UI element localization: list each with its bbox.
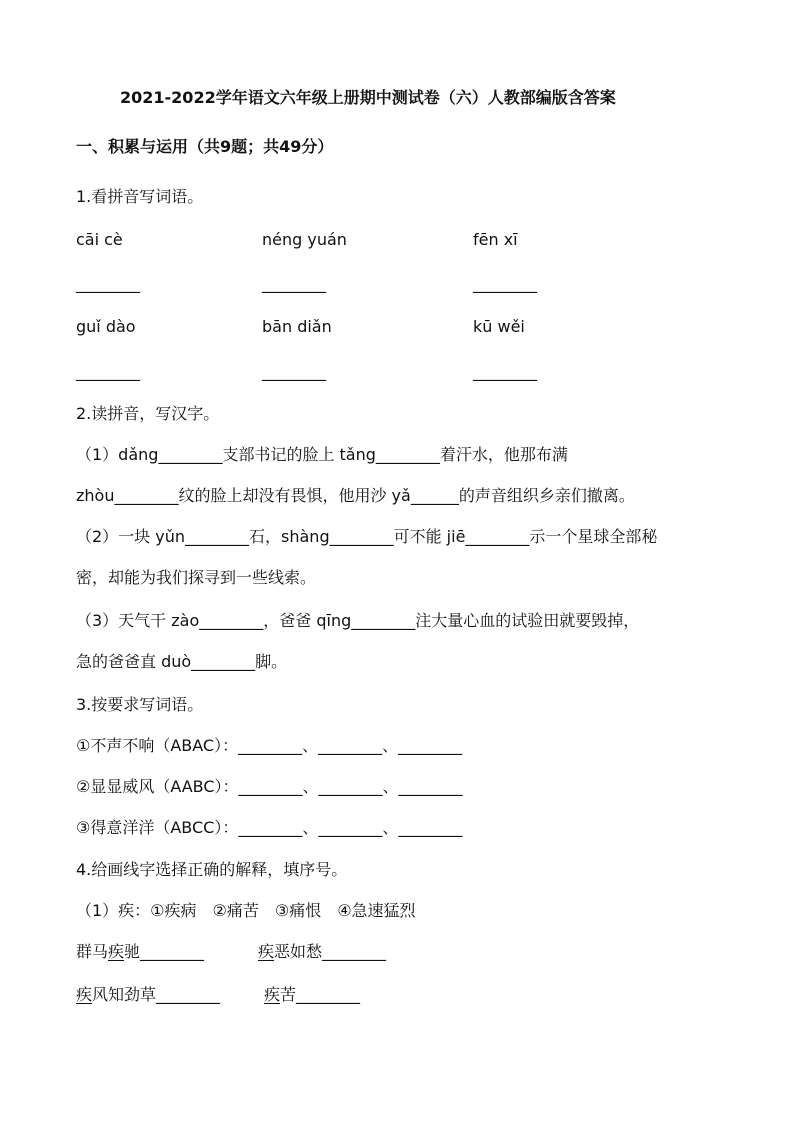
q4-item [76, 985, 220, 1005]
pinyin-2: néng yuán [262, 230, 347, 249]
q4-prompt: 4.给画线字选择正确的解释，填序号。 [76, 860, 348, 879]
item-post: 风知劲草________ [92, 985, 221, 1004]
underlined-char: 疾 [108, 942, 125, 961]
q4-options: （1）疾：①疾病 ②痛苦 ③痛恨 ④急速猛烈 [76, 901, 416, 920]
answer-blank[interactable]: ________ [262, 274, 326, 293]
q4-item [264, 985, 360, 1005]
q2-line: 急的爸爸直 duò________脚。 [76, 652, 288, 671]
q2-line: 密，却能为我们探寻到一些线索。 [76, 568, 317, 587]
doc-title: 2021-2022学年语文六年级上册期中测试卷（六）人教部编版含答案 [120, 88, 616, 107]
underlined-char: 疾 [258, 942, 275, 961]
answer-blank[interactable]: ________ [76, 362, 140, 381]
pinyin-6: kū wěi [473, 317, 525, 336]
answer-blank[interactable]: ________ [262, 362, 326, 381]
item-post: 苦________ [280, 985, 361, 1004]
q2-prompt: 2.读拼音，写汉字。 [76, 404, 220, 423]
q3-line: ①不声不响（ABAC）：________、________、________ [76, 736, 463, 755]
q2-line: zhòu________纹的脸上却没有畏惧，他用沙 yǎ______的声音组织乡亲们撤离。 [76, 486, 635, 505]
q2-line: （2）一块 yǔn________石，shàng________可不能 jiē________示一个星球全部秘 [76, 527, 658, 546]
underlined-char: 疾 [264, 985, 281, 1004]
q1-prompt: 1.看拼音写词语。 [76, 187, 204, 206]
item-pre: 群马 [76, 942, 109, 961]
item-post: 恶如愁________ [274, 942, 387, 961]
pinyin-1: cāi cè [76, 230, 123, 249]
underlined-char: 疾 [76, 985, 93, 1004]
section-heading: 一、积累与运用（共9题；共49分） [76, 137, 334, 156]
q3-line: ③得意洋洋（ABCC）：________、________、________ [76, 818, 463, 837]
q2-line: （1）dǎng________支部书记的脸上 tǎng________着汗水，他那布满 [76, 445, 568, 464]
pinyin-3: fēn xī [473, 230, 518, 249]
q4-item [258, 942, 386, 962]
item-post: 驰________ [124, 942, 205, 961]
answer-blank[interactable]: ________ [473, 274, 537, 293]
pinyin-4: guǐ dào [76, 317, 136, 336]
q4-item [76, 942, 204, 962]
q2-line: （3）天气干 zào________，爸爸 qīng________注大量心血的试验田就要毁掉， [76, 611, 640, 630]
answer-blank[interactable]: ________ [76, 274, 140, 293]
answer-blank[interactable]: ________ [473, 362, 537, 381]
pinyin-5: bān diǎn [262, 317, 332, 336]
q3-line: ②显显威风（AABC）：________、________、________ [76, 777, 463, 796]
q3-prompt: 3.按要求写词语。 [76, 695, 204, 714]
